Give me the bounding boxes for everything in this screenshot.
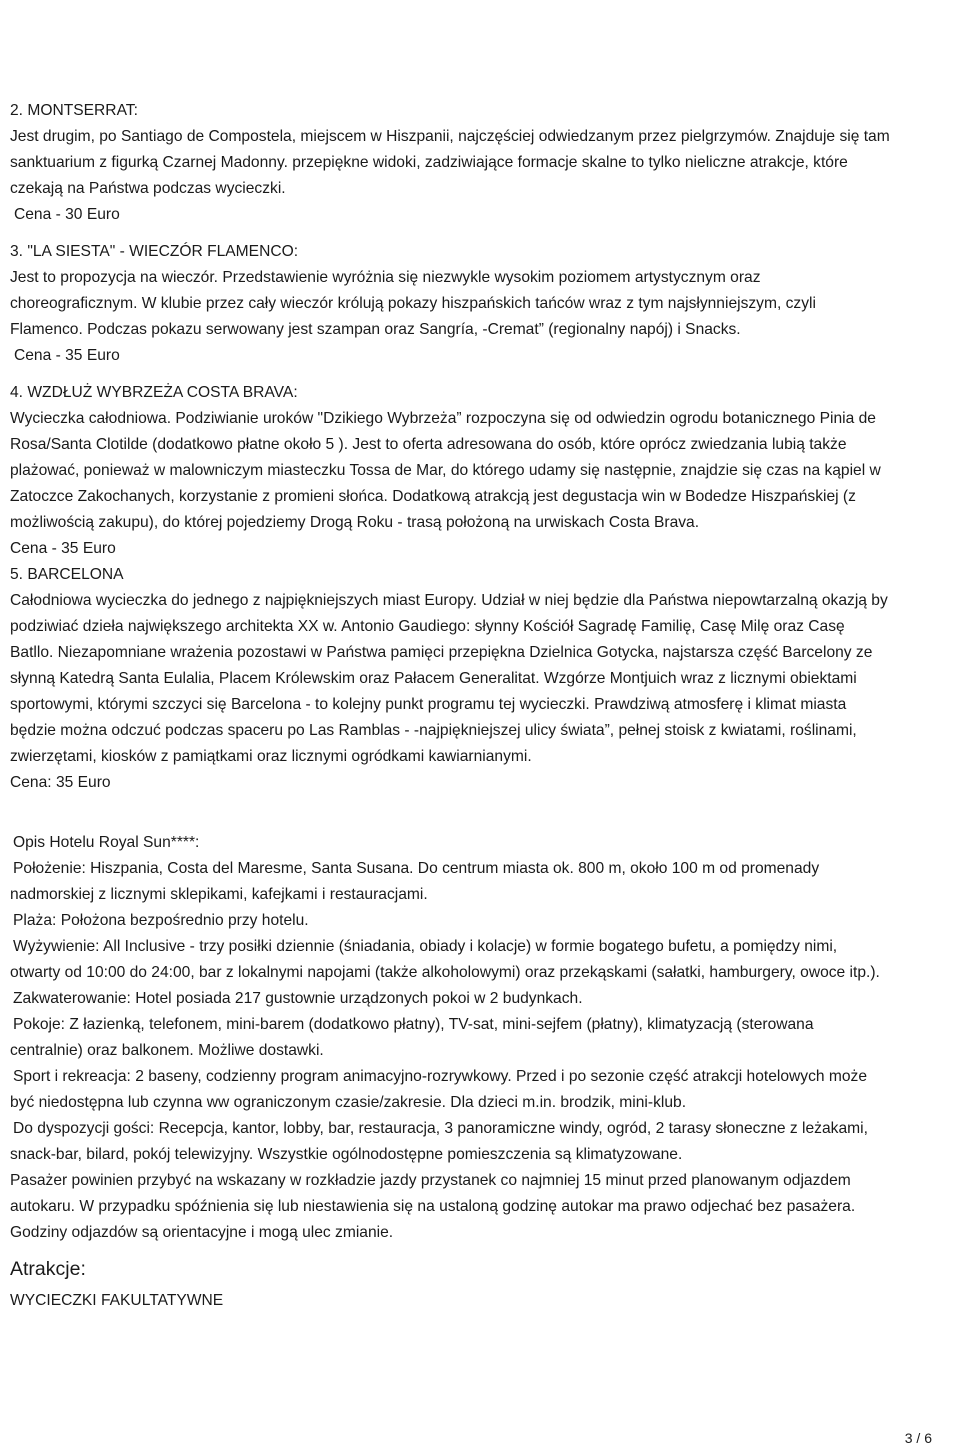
hotel-item-text: snack-bar, bilard, pokój telewizyjny. Wszystkie ogólnodostępne pomieszczenia są klimatyzowane. (10, 1146, 683, 1163)
hotel-item-text: Z łazienką, telefonem, mini-barem (dodatkowo płatny), TV-sat, mini-sejfem (płatny), klimatyzacją (sterowana (69, 1016, 814, 1033)
hotel-note: autokaru. W przypadku spóźnienia się lub niestawienia się na ustaloną godzinę autokar ma prawo odjechać bez pasażera. (10, 1198, 856, 1215)
hotel-item-label: Położenie: (13, 860, 86, 877)
page-number: 3 / 6 (904, 1430, 932, 1446)
paragraph-line: będzie można odczuć podczas spaceru po Las Ramblas - -najpiękniejszej ulicy świata”, pełnej stoisk z kwiatami, roślinami, (10, 722, 857, 739)
paragraph-line: możliwością zakupu), do której pojedziemy Drogą Roku - trasą położoną na urwiskach Costa Brava. (10, 514, 700, 531)
hotel-item-text: otwarty od 10:00 do 24:00, bar z lokalnymi napojami (także alkoholowymi) oraz przekąskami (sałatki, hamburgery, owoce itp.). (10, 964, 880, 981)
section-costa-brava (10, 380, 952, 562)
price-label: Cena - 35 Euro (14, 347, 120, 364)
price-label: Cena: 35 Euro (10, 774, 111, 791)
section-heading: 4. WZDŁUŻ WYBRZEŻA COSTA BRAVA: (10, 384, 298, 401)
paragraph-line: Zatoczce Zakochanych, korzystanie z promieni słońca. Dodatkową atrakcją jest degustacja win w Bodedze Hiszpańskiej (z (10, 488, 856, 505)
hotel-heading: Opis Hotelu Royal Sun****: (13, 834, 200, 851)
paragraph-line: sanktuarium z figurką Czarnej Madonny. przepiękne widoki, zadziwiające formacje skalne to tylko nieliczne atrakcje, które (10, 154, 848, 171)
hotel-item-location (10, 856, 952, 908)
paragraph-line: Flamenco. Podczas pokazu serwowany jest szampan oraz Sangría, -Cremat” (regionalny napój) i Snacks. (10, 321, 741, 338)
hotel-item-accommodation (10, 986, 952, 1012)
section-barcelona (10, 562, 952, 796)
hotel-note: Godziny odjazdów są orientacyjne i mogą ulec zmianie. (10, 1224, 394, 1241)
section-heading: 2. MONTSERRAT: (10, 102, 138, 119)
hotel-item-text: być niedostępna lub czynna ww ograniczonym czasie/zakresie. Dla dzieci m.in. brodzik, mini-klub. (10, 1094, 687, 1111)
hotel-item-text: centralnie) oraz balkonem. Możliwe dostawki. (10, 1042, 324, 1059)
paragraph-line: sportowymi, którymi szczyci się Barcelona - to kolejny punkt programu tej wycieczki. Prawdziwą atmosferę i klimat miasta (10, 696, 847, 713)
hotel-item-text: Położona bezpośrednio przy hotelu. (60, 912, 309, 929)
paragraph-line: Rosa/Santa Clotilde (dodatkowo płatne około 5 ). Jest to oferta adresowana do osób, które oprócz zwiedzania lubią także (10, 436, 847, 453)
section-montserrat (10, 98, 952, 228)
hotel-item-beach (10, 908, 952, 934)
hotel-note: Pasażer powinien przybyć na wskazany w rozkładzie jazdy przystanek co najmniej 15 minut przed planowanym odjazdem (10, 1172, 851, 1189)
attractions-subheading: WYCIECZKI FAKULTATYWNE (10, 1292, 224, 1309)
section-attractions (10, 1246, 952, 1314)
hotel-item-sport (10, 1064, 952, 1116)
hotel-item-text: Hiszpania, Costa del Maresme, Santa Susana. Do centrum miasta ok. 800 m, około 100 m od promenady (90, 860, 820, 877)
section-heading: 3. "LA SIESTA" - WIECZÓR FLAMENCO: (10, 243, 299, 260)
hotel-item-text: nadmorskiej z licznymi sklepikami, kafejkami i restauracjami. (10, 886, 428, 903)
hotel-item-label: Sport i rekreacja: (13, 1068, 131, 1085)
price-label: Cena - 30 Euro (14, 206, 120, 223)
hotel-item-label: Pokoje: (13, 1016, 66, 1033)
hotel-item-label: Wyżywienie: (13, 938, 100, 955)
paragraph-line: słynną Katedrą Santa Eulalia, Placem Królewskim oraz Pałacem Generalitat. Wzgórze Montjuich wraz z licznymi obiektami (10, 670, 857, 687)
paragraph-line: Batllo. Niezapomniane wrażenia pozostawi w Państwa pamięci przepiękna Dzielnica Gotycka, najstarsza część Barcelony ze (10, 644, 873, 661)
paragraph-line: Jest to propozycja na wieczór. Przedstawienie wyróżnia się niezwykle wysokim poziomem artystycznym oraz (10, 269, 761, 286)
paragraph-line: podziwiać dzieła największego architekta XX w. Antonio Gaudiego: słynny Kościół Sagradę Familię, Casę Milę oraz Casę (10, 618, 845, 635)
section-flamenco (10, 239, 952, 369)
hotel-item-text: Hotel posiada 217 gustownie urządzonych pokoi w 2 budynkach. (135, 990, 583, 1007)
hotel-item-rooms (10, 1012, 952, 1064)
paragraph-line: Wycieczka całodniowa. Podziwianie uroków "Dzikiego Wybrzeża” rozpoczyna się od odwiedzin ogrodu botanicznego Pinia de (10, 410, 876, 427)
hotel-item-text: All Inclusive - trzy posiłki dziennie (śniadania, obiady i kolacje) w formie bogatego bufetu, a pomiędzy nimi, (103, 938, 838, 955)
hotel-item-label: Zakwaterowanie: (13, 990, 131, 1007)
document-page (10, 98, 952, 1314)
hotel-item-text: 2 baseny, codzienny program animacyjno-rozrywkowy. Przed i po sezonie część atrakcji hotelowych może (135, 1068, 867, 1085)
paragraph-line: zwierzętami, kiosków z pamiątkami oraz licznymi ogródkami kawiarnianymi. (10, 748, 532, 765)
paragraph-line: choreograficznym. W klubie przez cały wieczór królują pokazy hiszpańskich tańców wraz z tym najsłynniejszym, czyli (10, 295, 816, 312)
paragraph-line: czekają na Państwa podczas wycieczki. (10, 180, 286, 197)
section-hotel (10, 830, 952, 1246)
hotel-item-text: Recepcja, kantor, lobby, bar, restauracja, 3 panoramiczne windy, ogród, 2 tarasy słoneczne z leżakami, (158, 1120, 868, 1137)
section-heading: 5. BARCELONA (10, 566, 124, 583)
hotel-item-label: Do dyspozycji gości: (13, 1120, 155, 1137)
hotel-item-label: Plaża: (13, 912, 57, 929)
hotel-item-facilities (10, 1116, 952, 1168)
paragraph-line: plażować, ponieważ w malowniczym miasteczku Tossa de Mar, do którego udamy się następnie, znajdzie się czas na kąpiel w (10, 462, 881, 479)
paragraph-line: Jest drugim, po Santiago de Compostela, miejscem w Hiszpanii, najczęściej odwiedzanym przez pielgrzymów. Znajduje się tam (10, 128, 890, 145)
paragraph-line: Całodniowa wycieczka do jednego z najpiękniejszych miast Europy. Udział w niej będzie dla Państwa niepowtarzalną okazją by (10, 592, 888, 609)
hotel-item-board (10, 934, 952, 986)
attractions-heading: Atrakcje: (10, 1258, 86, 1280)
price-label: Cena - 35 Euro (10, 540, 116, 557)
